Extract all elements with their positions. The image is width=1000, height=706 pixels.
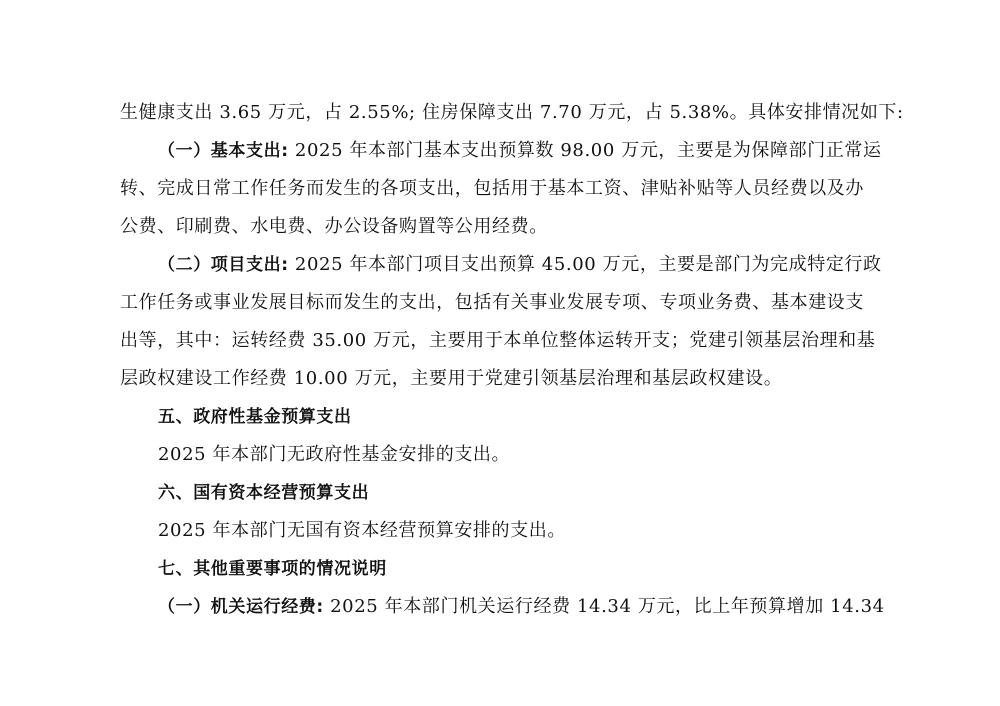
paragraph-line xyxy=(158,252,882,278)
paragraph-line: 2025 年本部门无政府性基金安排的支出。 xyxy=(158,444,511,465)
section-heading: 六、国有资本经营预算支出 xyxy=(158,483,370,503)
paragraph-text: 2025 年本部门基本支出预算数 98.00 万元，主要是为保障部门正常运 xyxy=(288,140,882,161)
section-label: （一）机关运行经费: xyxy=(158,597,324,617)
paragraph-text: 2025 年本部门项目支出预算 45.00 万元，主要是部门为完成特定行政 xyxy=(288,254,882,275)
section-heading: 七、其他重要事项的情况说明 xyxy=(158,559,387,579)
paragraph-line: 生健康支出 3.65 万元，占 2.55%; 住房保障支出 7.70 万元，占 5.38%。具体安排情况如下: xyxy=(120,102,904,123)
paragraph-line: 工作任务或事业发展目标而发生的支出，包括有关事业发展专项、专项业务费、基本建设支 xyxy=(120,292,864,313)
paragraph-line: 出等，其中：运转经费 35.00 万元，主要用于本单位整体运转开支；党建引领基层治理和基 xyxy=(120,330,876,351)
paragraph-line: 转、完成日常工作任务而发生的各项支出，包括用于基本工资、津贴补贴等人员经费以及办 xyxy=(120,178,864,199)
paragraph-line xyxy=(158,138,882,164)
paragraph-line: 2025 年本部门无国有资本经营预算安排的支出。 xyxy=(158,520,566,541)
paragraph-line xyxy=(158,594,885,620)
paragraph-text: 2025 年本部门机关运行经费 14.34 万元，比上年预算增加 14.34 xyxy=(323,596,885,617)
paragraph-line: 公费、印刷费、水电费、办公设备购置等公用经费。 xyxy=(120,216,548,237)
section-label: （一）基本支出: xyxy=(158,141,289,161)
paragraph-line: 层政权建设工作经费 10.00 万元，主要用于党建引领基层治理和基层政权建设。 xyxy=(120,368,783,389)
section-heading: 五、政府性基金预算支出 xyxy=(158,407,352,427)
section-label: （二）项目支出: xyxy=(158,255,289,275)
